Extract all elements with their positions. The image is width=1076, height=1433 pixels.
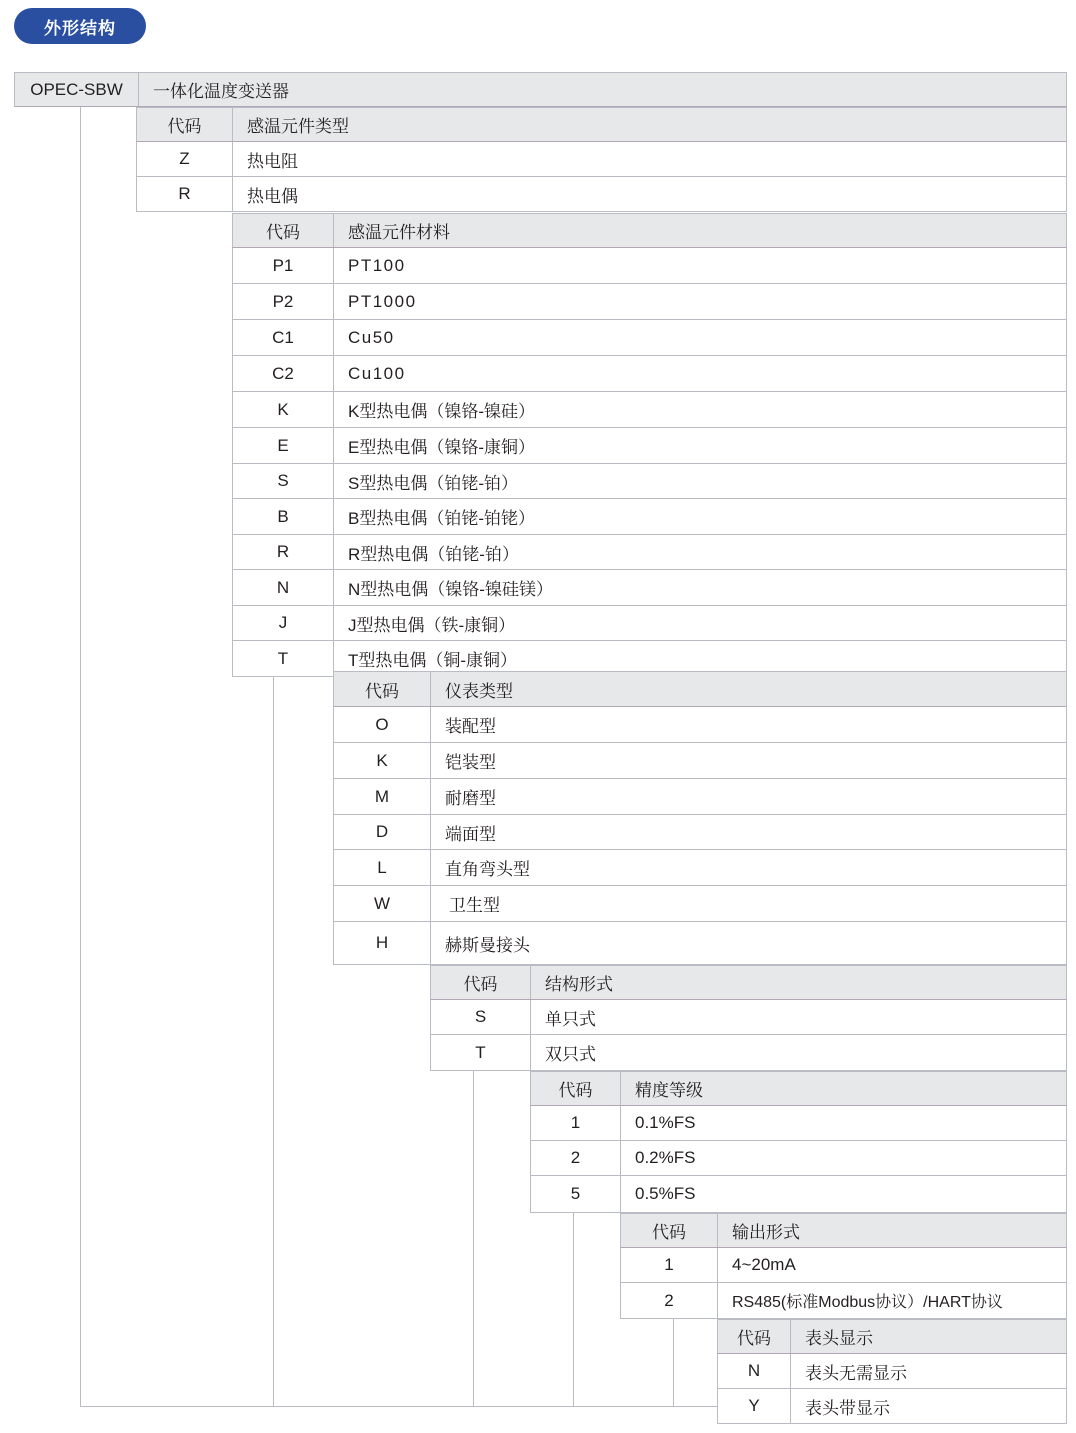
table-row: [430, 1035, 1067, 1071]
table-row: [136, 142, 1067, 177]
table-row: [333, 743, 1067, 779]
table-row: [530, 1176, 1067, 1213]
row-desc: 端面型: [445, 824, 496, 844]
accuracy-grade-header-desc: 精度等级: [635, 1081, 703, 1100]
row-code: Z: [137, 142, 233, 176]
table-row: [232, 248, 1067, 284]
table-row: [333, 779, 1067, 815]
output-form-header-row: [620, 1213, 1067, 1248]
row-desc: PT100: [348, 255, 406, 275]
model-code-cell: OPEC-SBW: [15, 73, 139, 106]
sensor-type-header-row: [136, 107, 1067, 142]
table-row: [430, 1000, 1067, 1035]
sensor-material-header-desc: 感温元件材料: [348, 223, 450, 242]
row-desc: RS485(标准Modbus协议）/HART协议: [732, 1294, 1003, 1311]
row-code: K: [334, 743, 431, 778]
row-desc: 双只式: [545, 1045, 596, 1064]
row-code: 2: [621, 1283, 718, 1318]
instrument-type-header-desc: 仪表类型: [445, 681, 513, 701]
leader-line-model: [80, 107, 81, 1407]
row-code: D: [334, 815, 431, 849]
row-code: B: [233, 499, 334, 534]
sensor-type-header-code: 代码: [137, 108, 233, 141]
table-row: [232, 428, 1067, 464]
table-row: [232, 464, 1067, 499]
accuracy-grade-header-code: 代码: [531, 1072, 621, 1105]
leader-line-display: [673, 1319, 674, 1407]
row-desc: 0.5%FS: [635, 1184, 696, 1203]
table-row: [620, 1248, 1067, 1283]
row-desc: 装配型: [445, 717, 496, 736]
row-code: T: [431, 1035, 531, 1070]
row-desc: 4~20mA: [732, 1255, 796, 1274]
table-row: [333, 815, 1067, 850]
leader-line-material-2: [273, 671, 274, 1407]
row-code: T: [233, 641, 334, 676]
instrument-type-header-row: [333, 671, 1067, 707]
table-row: [232, 570, 1067, 606]
row-desc: 卫生型: [449, 896, 500, 915]
table-row: [530, 1106, 1067, 1141]
sensor-type-header-desc: 感温元件类型: [247, 117, 349, 136]
table-row: [136, 177, 1067, 212]
row-code: N: [718, 1354, 791, 1388]
head-display-header-code: 代码: [718, 1320, 791, 1353]
row-code: C1: [233, 320, 334, 355]
sensor-material-header-row: [232, 213, 1067, 248]
row-desc: J型热电偶（铁-康铜）: [348, 615, 516, 635]
row-code: C2: [233, 356, 334, 391]
row-code: M: [334, 779, 431, 814]
row-code: 1: [621, 1248, 718, 1282]
structure-form-header-desc: 结构形式: [545, 975, 613, 994]
row-code: H: [334, 922, 431, 964]
row-desc: 赫斯曼接头: [445, 935, 530, 955]
row-desc: B型热电偶（铂铑-铂铑）: [348, 509, 535, 528]
row-code: R: [233, 535, 334, 569]
table-row: [232, 606, 1067, 641]
row-desc: R型热电偶（铂铑-铂）: [348, 544, 519, 564]
row-code: 2: [531, 1141, 621, 1175]
row-desc: 0.1%FS: [635, 1113, 696, 1132]
table-row: [530, 1141, 1067, 1176]
leader-line-structure-2: [473, 1071, 474, 1407]
table-row: [717, 1354, 1067, 1389]
row-desc: 表头无需显示: [805, 1363, 907, 1383]
table-row: [333, 886, 1067, 922]
row-desc: E型热电偶（镍铬-康铜）: [348, 438, 535, 457]
row-desc: Cu50: [348, 327, 395, 347]
table-row: [232, 320, 1067, 356]
row-desc: 热电阻: [247, 151, 298, 171]
model-code-desc: 一体化温度变送器: [153, 82, 289, 101]
structure-form-header-row: [430, 965, 1067, 1000]
row-code: J: [233, 606, 334, 640]
row-code: E: [233, 428, 334, 463]
row-code: R: [137, 177, 233, 211]
table-row: [717, 1389, 1067, 1424]
leader-line-output: [573, 1213, 574, 1407]
row-desc: 热电偶: [247, 186, 298, 206]
output-form-header-desc: 输出形式: [732, 1223, 800, 1242]
row-code: Y: [718, 1389, 791, 1423]
row-code: 5: [531, 1176, 621, 1212]
table-row: [620, 1283, 1067, 1319]
row-code: L: [334, 850, 431, 885]
table-row: [333, 850, 1067, 886]
row-code: N: [233, 570, 334, 605]
row-code: K: [233, 392, 334, 427]
table-row: [232, 392, 1067, 428]
row-desc: Cu100: [348, 363, 406, 383]
structure-form-header-code: 代码: [431, 966, 531, 999]
row-code: P1: [233, 248, 334, 283]
row-desc: 0.2%FS: [635, 1148, 696, 1167]
table-row: [333, 922, 1067, 965]
row-code: S: [431, 1000, 531, 1034]
row-desc: 单只式: [545, 1009, 596, 1029]
model-code-row: [14, 72, 1067, 107]
row-desc: S型热电偶（铂铑-铂）: [348, 473, 518, 493]
accuracy-grade-header-row: [530, 1071, 1067, 1106]
row-code: O: [334, 707, 431, 742]
section-badge: 外形结构: [14, 8, 146, 44]
diagram-bottom-rule: [80, 1406, 718, 1407]
table-row: [232, 284, 1067, 320]
head-display-header-desc: 表头显示: [805, 1329, 873, 1348]
row-desc: 直角弯头型: [445, 860, 530, 879]
table-row: [232, 356, 1067, 392]
row-desc: N型热电偶（镍铬-镍硅镁）: [348, 580, 553, 599]
row-desc: 耐磨型: [445, 789, 496, 808]
table-row: [232, 535, 1067, 570]
output-form-header-code: 代码: [621, 1214, 718, 1247]
row-desc: K型热电偶（镍铬-镍硅）: [348, 402, 535, 421]
sensor-material-header-code: 代码: [233, 214, 334, 247]
row-code: 1: [531, 1106, 621, 1140]
table-row: [232, 499, 1067, 535]
row-code: W: [334, 886, 431, 921]
row-code: S: [233, 464, 334, 498]
row-code: P2: [233, 284, 334, 319]
row-desc: 铠装型: [445, 753, 496, 772]
row-desc: T型热电偶（铜-康铜）: [348, 651, 518, 670]
row-desc: PT1000: [348, 291, 417, 311]
table-row: [333, 707, 1067, 743]
head-display-header-row: [717, 1319, 1067, 1354]
row-desc: 表头带显示: [805, 1398, 890, 1418]
instrument-type-header-code: 代码: [334, 672, 431, 706]
